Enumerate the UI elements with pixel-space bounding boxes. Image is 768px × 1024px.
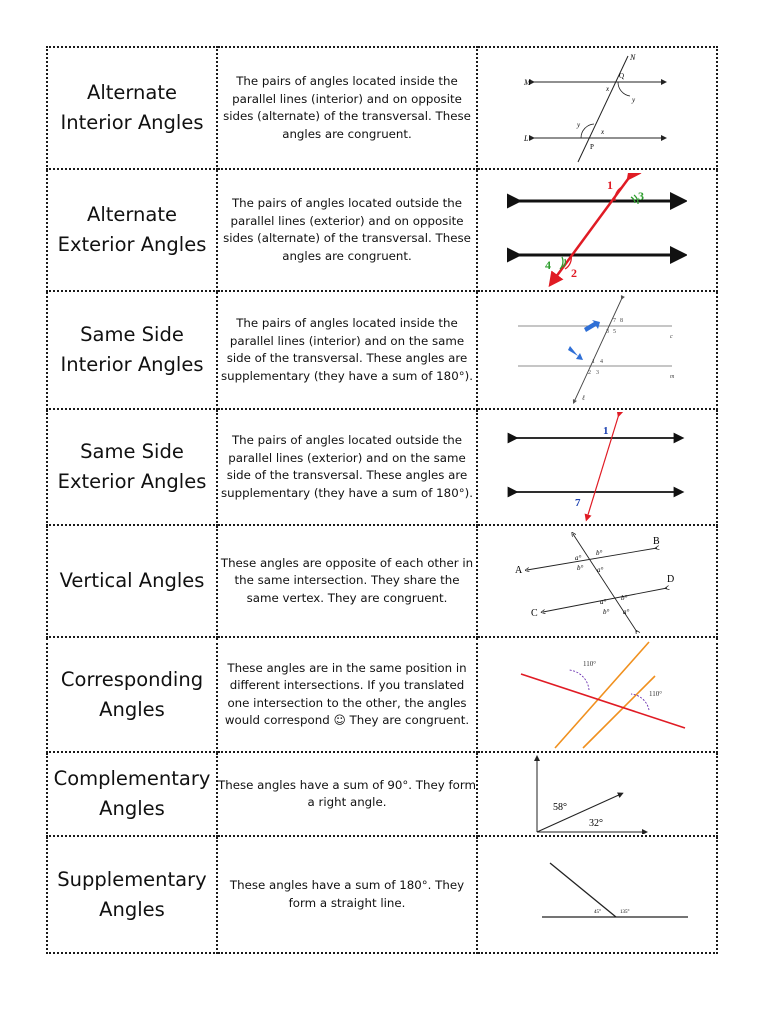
transversal-l bbox=[574, 298, 622, 402]
angle-label: 110° bbox=[583, 659, 597, 668]
angle-label: 110° bbox=[649, 689, 663, 698]
line-label: D bbox=[667, 574, 675, 585]
figure-cell bbox=[477, 291, 717, 409]
table-row bbox=[47, 169, 717, 291]
angle-label: y bbox=[577, 121, 581, 129]
description-cell: The pairs of angles located inside the parallel lines (interior) and on opposite sides (alternate) of the transversal. These angles are congruent. bbox=[217, 47, 477, 169]
angle-label: 45° bbox=[594, 909, 601, 915]
angle-vocabulary-sheet bbox=[46, 46, 716, 952]
term-line: Angles bbox=[99, 797, 165, 820]
angle-label: x bbox=[601, 128, 605, 136]
line-label: B bbox=[653, 536, 660, 547]
angle-label: 8 bbox=[620, 318, 623, 324]
corresponding-angles-figure bbox=[507, 640, 687, 750]
angle-label: x bbox=[606, 85, 610, 93]
angle-arc bbox=[581, 124, 594, 138]
term-line: Corresponding bbox=[60, 667, 204, 691]
angle-label: 5 bbox=[613, 329, 616, 335]
description-cell: The pairs of angles located inside the parallel lines (interior) and on the same side of the transversal. These angles are supplementary (they have a sum of 180°). bbox=[217, 291, 477, 409]
term-line: Same Side bbox=[80, 323, 184, 346]
alternate-exterior-figure bbox=[507, 173, 687, 287]
figure-cell bbox=[477, 409, 717, 525]
term-line: Exterior Angles bbox=[57, 470, 207, 493]
term-cell bbox=[47, 47, 217, 169]
line-label: c bbox=[670, 334, 673, 340]
term-cell bbox=[47, 291, 217, 409]
figure-cell bbox=[477, 836, 717, 953]
angle-label: b° bbox=[596, 549, 603, 557]
term-line: Angles bbox=[99, 697, 165, 721]
table-row bbox=[47, 409, 717, 525]
term-line: Alternate bbox=[86, 81, 178, 104]
figure-cell bbox=[477, 525, 717, 637]
angle-label: a° bbox=[575, 554, 582, 562]
complementary-angles-figure bbox=[497, 754, 697, 834]
angle-label: a° bbox=[597, 566, 604, 574]
term-line: Supplementary bbox=[57, 867, 207, 891]
table-row bbox=[47, 752, 717, 836]
pointer-arrow bbox=[568, 346, 583, 360]
angle-label: 58° bbox=[553, 802, 567, 813]
term-cell bbox=[47, 525, 217, 637]
point-label: Q bbox=[619, 72, 625, 80]
transversal bbox=[573, 534, 637, 632]
angle-label: 4 bbox=[545, 258, 551, 272]
parallel-line bbox=[583, 676, 655, 748]
description-cell: These angles are in the same position in different intersections. If you translated one intersection to the other, the angles would correspond ☺ They are congruent. bbox=[217, 637, 477, 752]
term-line: Angles bbox=[99, 897, 165, 921]
angle-label: y bbox=[632, 96, 636, 104]
line-label: ℓ bbox=[582, 394, 585, 402]
term-line: Vertical Angles bbox=[59, 569, 205, 592]
angle-label: 32° bbox=[589, 818, 603, 829]
angle-label: b° bbox=[577, 564, 584, 572]
angle-label: 7 bbox=[613, 318, 616, 324]
term-line: Interior Angles bbox=[60, 111, 204, 134]
vertical-angles-figure bbox=[507, 528, 687, 634]
term-cell bbox=[47, 637, 217, 752]
angle-label: 7 bbox=[575, 497, 581, 509]
same-side-exterior-figure bbox=[507, 412, 687, 522]
same-side-interior-figure bbox=[512, 294, 682, 406]
angle-label: b° bbox=[621, 594, 628, 602]
description-cell: The pairs of angles located outside the parallel lines (exterior) and on opposite sides (alternate) of the transversal. These angles are congruent. bbox=[217, 169, 477, 291]
point-label: P bbox=[590, 143, 594, 151]
angle-arc bbox=[618, 82, 630, 96]
description-cell: These angles have a sum of 90°. They form a right angle. bbox=[217, 752, 477, 836]
angle-label: 3 bbox=[606, 329, 609, 335]
term-line: Same Side bbox=[80, 440, 184, 463]
angle-label: 3 bbox=[596, 370, 599, 376]
description-cell: These angles are opposite of each other in the same intersection. They share the same vertex. They are congruent. bbox=[217, 525, 477, 637]
line-label: M bbox=[524, 78, 531, 87]
line-label: m bbox=[670, 374, 675, 380]
angle-label: a° bbox=[623, 608, 630, 616]
angle-label: 2 bbox=[571, 266, 577, 280]
line-ab bbox=[527, 548, 657, 570]
term-cell bbox=[47, 409, 217, 525]
figure-cell bbox=[477, 169, 717, 291]
description-cell: The pairs of angles located outside the parallel lines (exterior) and on the same side of the transversal. These angles are supplementary (they have a sum of 180°). bbox=[217, 409, 477, 525]
term-line: Exterior Angles bbox=[57, 233, 207, 256]
angle-label: 135° bbox=[620, 909, 630, 915]
angle-label: 1 bbox=[592, 359, 595, 365]
line-label: C bbox=[531, 608, 538, 619]
table-row bbox=[47, 291, 717, 409]
angle-label: a° bbox=[600, 598, 607, 606]
term-cell bbox=[47, 752, 217, 836]
angle-label: 4 bbox=[600, 359, 603, 365]
term-line: Interior Angles bbox=[60, 353, 204, 376]
line-label: N bbox=[630, 53, 636, 62]
angle-label: 2 bbox=[588, 370, 591, 376]
angle-pairs-table bbox=[46, 46, 718, 954]
table-row bbox=[47, 525, 717, 637]
term-line: Alternate bbox=[86, 203, 178, 226]
angle-label: 1 bbox=[607, 178, 613, 192]
line-label: L bbox=[524, 134, 529, 143]
line-label: A bbox=[515, 565, 523, 576]
angle-label: 1 bbox=[603, 425, 609, 437]
description-cell: These angles have a sum of 180°. They form a straight line. bbox=[217, 836, 477, 953]
ray-diagonal bbox=[537, 794, 621, 832]
angle-label: 3 bbox=[638, 189, 644, 203]
alternate-interior-figure bbox=[522, 52, 672, 164]
angle-label: b° bbox=[603, 608, 610, 616]
transversal bbox=[521, 674, 685, 728]
term-cell bbox=[47, 169, 217, 291]
term-line: Complementary bbox=[53, 767, 211, 790]
figure-cell bbox=[477, 637, 717, 752]
table-row bbox=[47, 836, 717, 953]
ray-diagonal bbox=[550, 863, 616, 917]
term-cell bbox=[47, 836, 217, 953]
figure-cell bbox=[477, 752, 717, 836]
supplementary-angles-figure bbox=[502, 855, 692, 935]
table-row bbox=[47, 47, 717, 169]
angle-arc bbox=[569, 670, 589, 690]
table-row bbox=[47, 637, 717, 752]
figure-cell bbox=[477, 47, 717, 169]
